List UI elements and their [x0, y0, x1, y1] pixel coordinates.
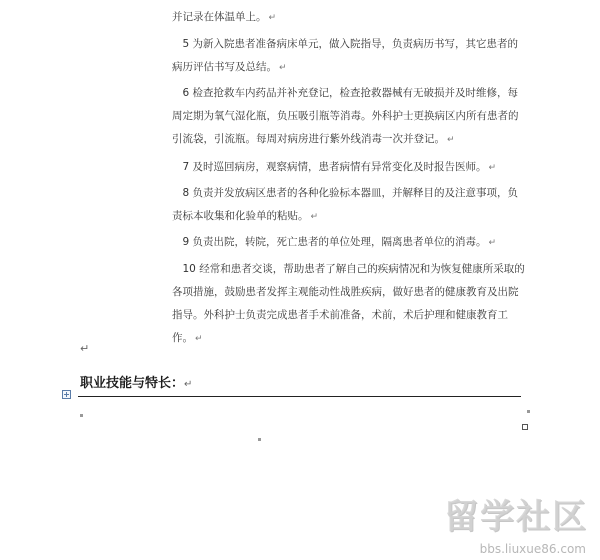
- paragraph-8: 8 负责并发放病区患者的各种化验标本器皿，并解释目的及注意事项，负责标本收集和化验单的粘贴。 ↵: [172, 187, 519, 222]
- paragraph-7: 7 及时巡回病房，观察病情，患者病情有异常变化及时报告医师。 ↵: [172, 161, 497, 173]
- section-divider-line: [78, 396, 521, 397]
- paragraph-10: 10 经常和患者交谈，帮助患者了解自己的疾病情况和为恢复健康所采取的各项措施，鼓励患者发挥主观能动性战胜疾病，做好患者的健康教育及出院指导。外科护士负责完成患者手术前准备，术前，术后护理和健康教育工作。 ↵: [172, 263, 525, 344]
- watermark-url: bbs.liuxue86.com: [479, 542, 586, 556]
- cell-marker-icon: [80, 414, 83, 417]
- paragraph-mark-icon: ↵: [279, 63, 287, 73]
- table-resize-handle-icon[interactable]: [522, 424, 528, 430]
- section-heading-text: 职业技能与特长：: [80, 376, 185, 391]
- paragraph-mark-icon: ↵: [268, 13, 277, 23]
- paragraph-9: 9 负责出院，转院，死亡患者的单位处理，隔离患者单位的消毒。 ↵: [172, 236, 497, 248]
- paragraph-mark-icon: ↵: [488, 163, 497, 173]
- paragraph-mark-icon: ↵: [488, 238, 497, 248]
- paragraph-mark-icon: ↵: [195, 334, 203, 344]
- cell-marker-icon: [527, 410, 530, 413]
- paragraph-mark-icon: ↵: [310, 212, 319, 222]
- section-heading: [80, 372, 192, 391]
- paragraph-mark-icon: ↵: [447, 135, 455, 145]
- table-move-handle-icon[interactable]: [62, 390, 71, 399]
- empty-paragraph-mark-icon: ↵: [80, 342, 90, 355]
- watermark-logo: 留学社区: [444, 497, 588, 537]
- paragraph-4-tail: 并记录在体温单上。 ↵: [172, 11, 277, 23]
- paragraph-mark-icon: ↵: [184, 379, 193, 390]
- paragraph-5: 5 为新入院患者准备病床单元，做入院指导，负责病历书写，其它患者的病历评估书写及总结。 ↵: [172, 38, 519, 73]
- cell-marker-icon: [258, 438, 261, 441]
- paragraph-6: 6 检查抢救车内药品并补充登记，检查抢救器械有无破损并及时维修，每周定期为氧气湿化瓶，负压吸引瓶等消毒。外科护士更换病区内所有患者的引流袋，引流瓶。每周对病房进行紫外线消毒一次并登记。 ↵: [172, 87, 519, 145]
